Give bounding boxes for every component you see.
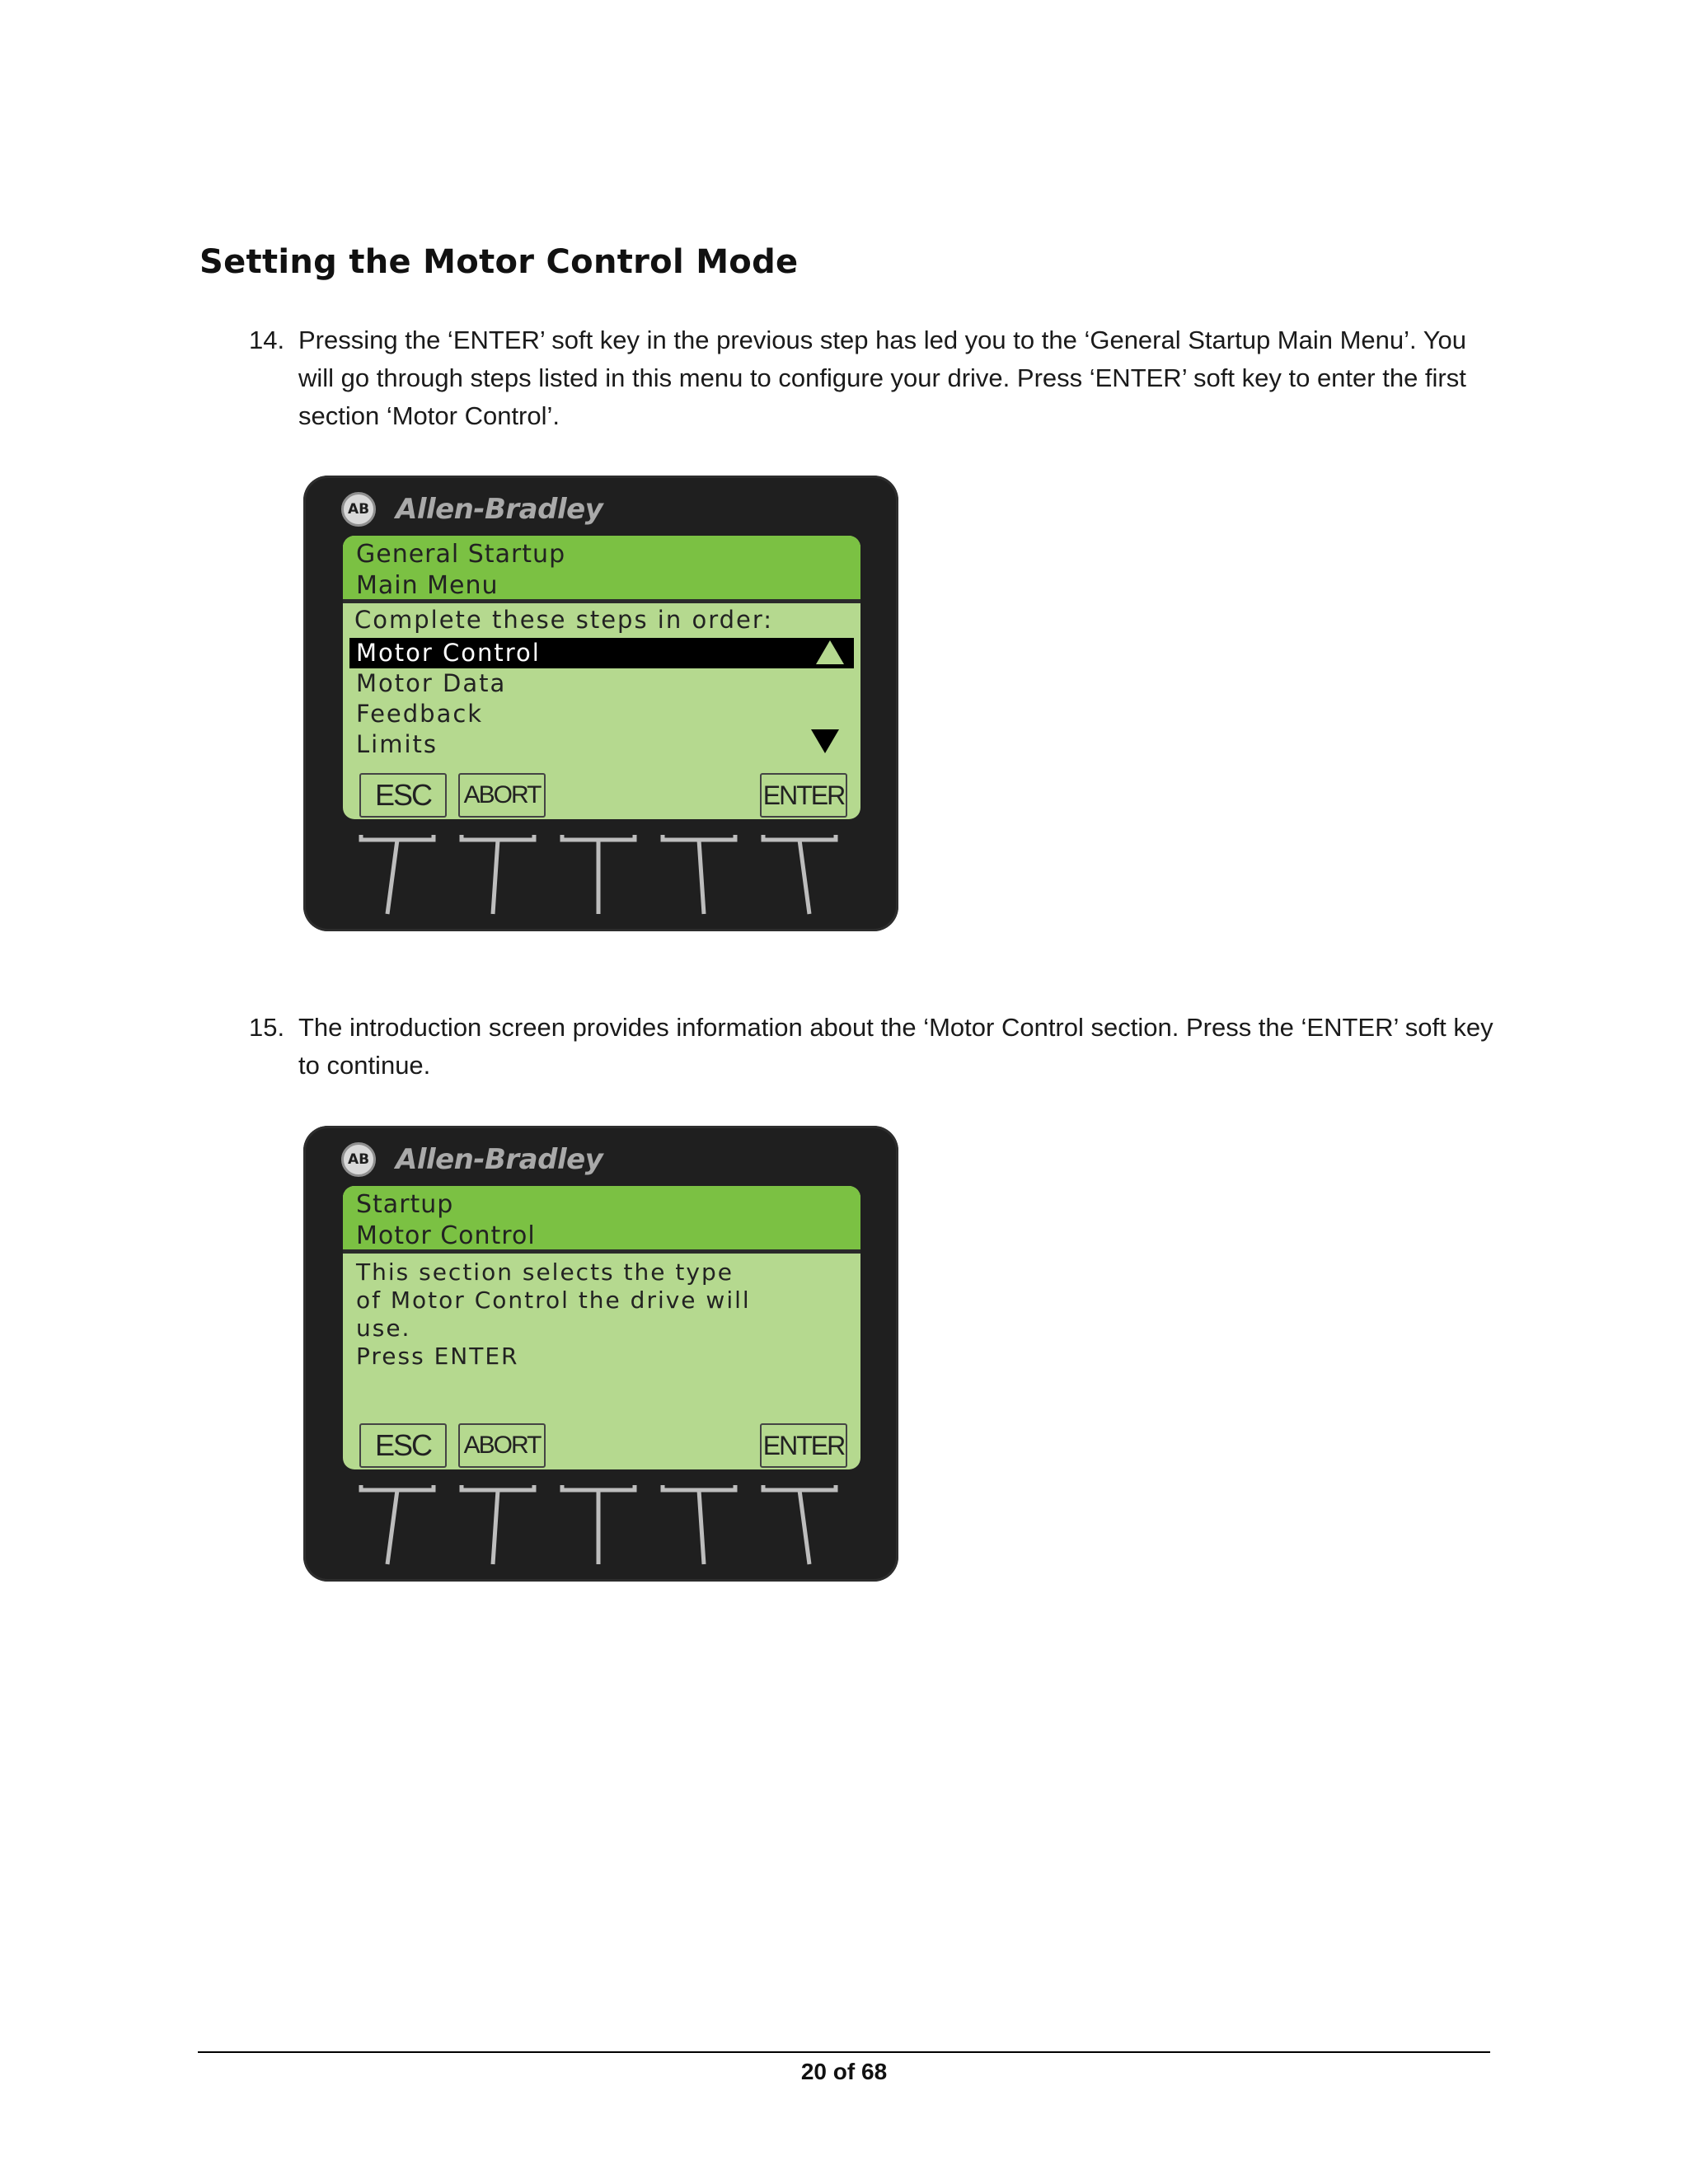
scroll-down-arrow-icon	[811, 729, 839, 753]
step-15	[249, 1009, 1493, 1085]
screen-body	[343, 1254, 860, 1371]
soft-key-5[interactable]	[760, 1479, 839, 1569]
soft-key-1[interactable]	[358, 828, 437, 919]
screen-header-line-1: General Startup	[356, 540, 566, 569]
esc-softkey[interactable]: ESC	[359, 1423, 447, 1468]
screen-body	[343, 603, 860, 760]
menu-item-limits[interactable]	[349, 729, 854, 760]
step-text: The introduction screen provides information about the ‘Motor Control section. Press the ‘ENTER’ soft key to continue.	[298, 1013, 1493, 1080]
softkey-labels	[343, 771, 860, 818]
soft-key-4[interactable]	[659, 828, 738, 919]
menu-item-label: Motor Data	[356, 669, 507, 697]
message-line: of Motor Control the drive will	[356, 1286, 751, 1314]
scroll-up-arrow-icon	[816, 640, 844, 664]
screen-header	[343, 1186, 860, 1254]
step-number: 15.	[249, 1013, 285, 1042]
brand-header	[341, 1139, 603, 1180]
brand-name: Allen-Bradley	[396, 1143, 603, 1176]
step-text: Pressing the ‘ENTER’ soft key in the previous step has led you to the ‘General Startup Main Menu’. You will go through steps listed in this menu to configure your drive. Press ‘ENTER’ soft key to enter the first section ‘Motor Control’.	[298, 326, 1467, 430]
soft-key-1[interactable]	[358, 1479, 437, 1569]
step-14	[249, 321, 1493, 435]
esc-softkey[interactable]: ESC	[359, 773, 447, 818]
brand-header	[341, 489, 603, 530]
soft-key-buttons	[358, 1479, 846, 1569]
menu-item-motor-control[interactable]	[349, 638, 854, 668]
menu-instruction: Complete these steps in order:	[354, 606, 774, 634]
message-line: Press ENTER	[356, 1343, 519, 1370]
menu-item-motor-data[interactable]	[349, 668, 854, 699]
allen-bradley-logo-icon: AB	[341, 1142, 376, 1177]
menu-item-label: Feedback	[356, 700, 484, 728]
brand-name: Allen-Bradley	[396, 493, 603, 526]
screen-header-line-2: Main Menu	[356, 571, 499, 600]
soft-key-4[interactable]	[659, 1479, 738, 1569]
soft-key-3[interactable]	[559, 828, 638, 919]
screen-header	[343, 536, 860, 603]
menu-item-label: Motor Control	[356, 639, 541, 667]
screen-header-line-1: Startup	[356, 1190, 454, 1219]
soft-key-3[interactable]	[559, 1479, 638, 1569]
soft-key-2[interactable]	[458, 828, 537, 919]
screen-header-line-2: Motor Control	[356, 1221, 536, 1250]
abort-softkey[interactable]: ABORT	[458, 1423, 546, 1468]
page-number: 20 of 68	[800, 2059, 888, 2084]
intro-message	[349, 1254, 854, 1371]
footer-divider	[198, 2051, 1490, 2053]
message-line: use.	[356, 1315, 411, 1342]
section-title: Setting the Motor Control Mode	[199, 243, 799, 281]
enter-softkey[interactable]: ENTER	[760, 773, 847, 818]
allen-bradley-logo-icon: AB	[341, 492, 376, 527]
abort-softkey[interactable]: ABORT	[458, 773, 546, 818]
soft-key-5[interactable]	[760, 828, 839, 919]
him-keypad-device	[303, 1126, 898, 1582]
menu-item-label: Limits	[356, 730, 438, 758]
enter-softkey[interactable]: ENTER	[760, 1423, 847, 1468]
message-line: This section selects the type	[356, 1258, 734, 1286]
menu-item-feedback[interactable]	[349, 699, 854, 729]
lcd-screen	[343, 1186, 860, 1469]
step-number: 14.	[249, 326, 285, 354]
soft-key-buttons	[358, 828, 846, 919]
lcd-screen	[343, 536, 860, 819]
him-keypad-device	[303, 476, 898, 931]
soft-key-2[interactable]	[458, 1479, 537, 1569]
softkey-labels	[343, 1422, 860, 1468]
